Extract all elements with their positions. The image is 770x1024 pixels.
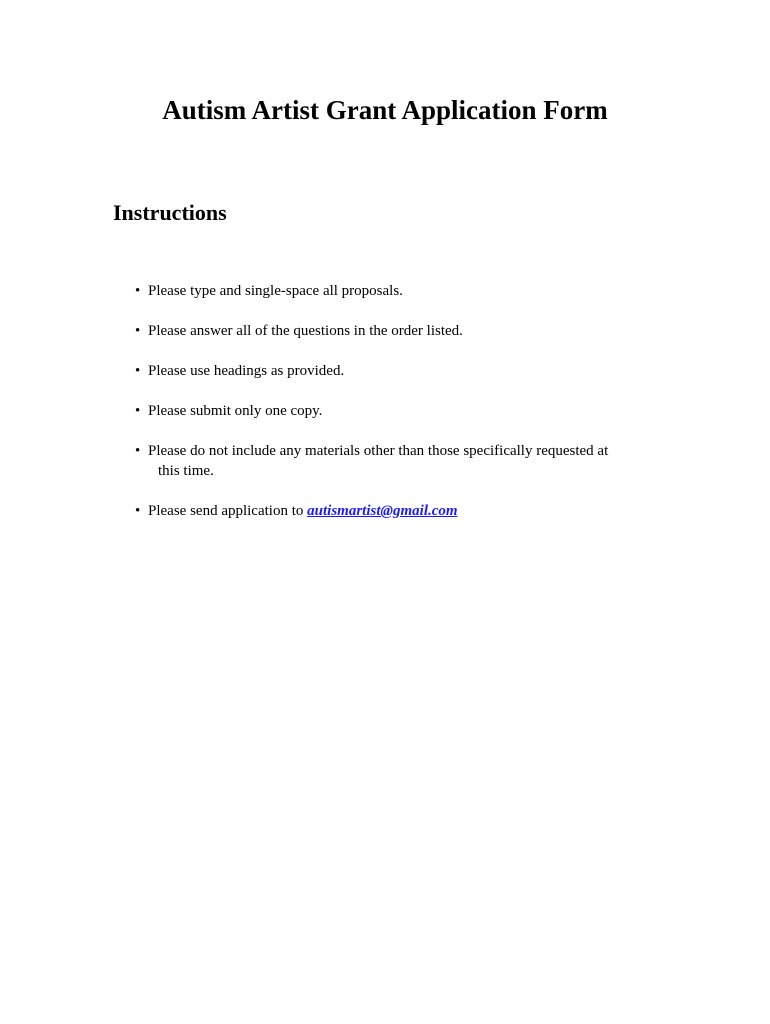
bullet-icon: • — [135, 363, 141, 379]
instructions-list — [135, 281, 675, 541]
bullet-icon: • — [135, 403, 141, 419]
bullet-icon: • — [135, 503, 141, 519]
list-item — [135, 401, 675, 421]
page-title: Autism Artist Grant Application Form — [162, 95, 608, 125]
list-item — [135, 441, 675, 481]
email-link[interactable]: autismartist@gmail.com — [307, 503, 458, 519]
list-item — [135, 501, 675, 521]
instructions-heading: Instructions — [113, 200, 227, 225]
instruction-text: Please type and single-space all proposals. — [148, 283, 403, 299]
bullet-icon: • — [135, 443, 141, 459]
instruction-text: Please send application to — [148, 503, 308, 519]
list-item — [135, 361, 675, 381]
list-item — [135, 281, 675, 301]
instruction-text: Please do not include any materials other than those specifically requested at — [148, 443, 609, 459]
instruction-text-continuation: this time. — [158, 463, 214, 479]
instruction-text: Please use headings as provided. — [148, 363, 345, 379]
list-item — [135, 321, 675, 341]
bullet-icon: • — [135, 283, 141, 299]
instruction-text: Please submit only one copy. — [148, 403, 323, 419]
bullet-icon: • — [135, 323, 141, 339]
instruction-text: Please answer all of the questions in the order listed. — [148, 323, 463, 339]
